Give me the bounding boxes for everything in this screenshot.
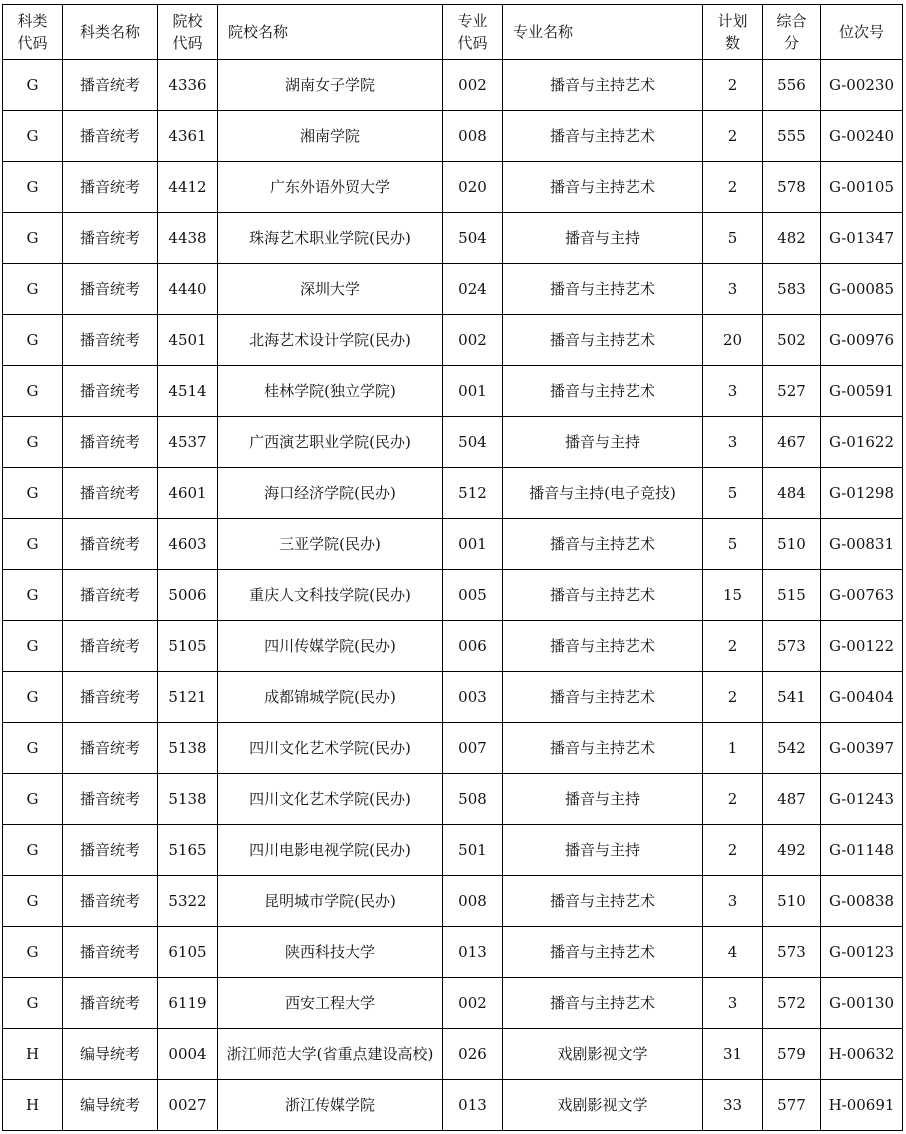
cell-total-score: 579: [763, 1029, 821, 1080]
col-header-total-score: 综合 分: [763, 5, 821, 60]
cell-rank: G-00976: [821, 315, 903, 366]
cell-major-name: 播音与主持艺术: [503, 978, 703, 1029]
cell-plan-count: 2: [703, 60, 763, 111]
table-row: [3, 264, 903, 315]
cell-school-code: 5006: [158, 570, 218, 621]
cell-plan-count: 2: [703, 672, 763, 723]
cell-school-name: 四川电影电视学院(民办): [218, 825, 443, 876]
cell-school-code: 4412: [158, 162, 218, 213]
col-header-plan-count: 计划 数: [703, 5, 763, 60]
cell-category-code: G: [3, 978, 63, 1029]
cell-total-score: 515: [763, 570, 821, 621]
cell-school-name: 四川文化艺术学院(民办): [218, 723, 443, 774]
cell-category-code: G: [3, 468, 63, 519]
cell-school-name: 湖南女子学院: [218, 60, 443, 111]
cell-school-name: 成都锦城学院(民办): [218, 672, 443, 723]
cell-category-code: G: [3, 111, 63, 162]
cell-major-code: 008: [443, 876, 503, 927]
cell-school-code: 4361: [158, 111, 218, 162]
cell-major-code: 001: [443, 366, 503, 417]
cell-category-name: 播音统考: [63, 213, 158, 264]
cell-category-code: G: [3, 927, 63, 978]
cell-major-name: 戏剧影视文学: [503, 1080, 703, 1131]
table-row: [3, 519, 903, 570]
cell-school-code: 4336: [158, 60, 218, 111]
cell-category-name: 播音统考: [63, 417, 158, 468]
cell-school-name: 珠海艺术职业学院(民办): [218, 213, 443, 264]
cell-category-name: 播音统考: [63, 978, 158, 1029]
table-row: [3, 927, 903, 978]
cell-major-code: 003: [443, 672, 503, 723]
cell-school-name: 三亚学院(民办): [218, 519, 443, 570]
cell-total-score: 573: [763, 927, 821, 978]
admission-table: [2, 4, 903, 1131]
cell-rank: G-00397: [821, 723, 903, 774]
cell-plan-count: 3: [703, 366, 763, 417]
cell-major-name: 播音与主持艺术: [503, 264, 703, 315]
cell-category-code: G: [3, 570, 63, 621]
cell-rank: G-01243: [821, 774, 903, 825]
table-row: [3, 672, 903, 723]
header-row: [3, 5, 903, 60]
cell-school-code: 6105: [158, 927, 218, 978]
cell-major-name: 播音与主持: [503, 774, 703, 825]
col-header-category-code: 科类 代码: [3, 5, 63, 60]
cell-total-score: 467: [763, 417, 821, 468]
cell-school-code: 0004: [158, 1029, 218, 1080]
col-header-major-code: 专业 代码: [443, 5, 503, 60]
table-row: [3, 111, 903, 162]
cell-school-name: 广西演艺职业学院(民办): [218, 417, 443, 468]
table-row: [3, 417, 903, 468]
cell-major-name: 播音与主持: [503, 417, 703, 468]
cell-school-code: 5121: [158, 672, 218, 723]
cell-category-name: 播音统考: [63, 60, 158, 111]
cell-school-code: 5165: [158, 825, 218, 876]
cell-plan-count: 3: [703, 417, 763, 468]
cell-major-name: 播音与主持艺术: [503, 162, 703, 213]
cell-rank: G-00404: [821, 672, 903, 723]
cell-major-code: 501: [443, 825, 503, 876]
table-row: [3, 60, 903, 111]
cell-major-name: 播音与主持艺术: [503, 672, 703, 723]
col-header-rank: 位次号: [821, 5, 903, 60]
cell-rank: G-00105: [821, 162, 903, 213]
table-row: [3, 315, 903, 366]
cell-total-score: 541: [763, 672, 821, 723]
cell-category-code: G: [3, 672, 63, 723]
cell-major-name: 播音与主持艺术: [503, 876, 703, 927]
cell-rank: G-00831: [821, 519, 903, 570]
cell-rank: G-00122: [821, 621, 903, 672]
cell-category-name: 播音统考: [63, 723, 158, 774]
cell-major-name: 播音与主持艺术: [503, 927, 703, 978]
cell-rank: G-00838: [821, 876, 903, 927]
cell-category-name: 播音统考: [63, 621, 158, 672]
cell-plan-count: 2: [703, 774, 763, 825]
cell-category-name: 播音统考: [63, 519, 158, 570]
cell-major-code: 512: [443, 468, 503, 519]
cell-category-name: 播音统考: [63, 570, 158, 621]
cell-category-name: 编导统考: [63, 1029, 158, 1080]
cell-rank: G-01148: [821, 825, 903, 876]
cell-plan-count: 3: [703, 876, 763, 927]
cell-rank: G-00240: [821, 111, 903, 162]
cell-category-code: H: [3, 1029, 63, 1080]
cell-rank: G-00130: [821, 978, 903, 1029]
table-row: [3, 774, 903, 825]
cell-school-name: 陕西科技大学: [218, 927, 443, 978]
cell-major-code: 020: [443, 162, 503, 213]
cell-category-code: G: [3, 774, 63, 825]
cell-major-code: 001: [443, 519, 503, 570]
cell-category-code: G: [3, 417, 63, 468]
cell-rank: H-00632: [821, 1029, 903, 1080]
cell-school-name: 深圳大学: [218, 264, 443, 315]
cell-plan-count: 2: [703, 162, 763, 213]
cell-major-code: 024: [443, 264, 503, 315]
cell-school-code: 4514: [158, 366, 218, 417]
cell-rank: G-01298: [821, 468, 903, 519]
cell-school-name: 北海艺术设计学院(民办): [218, 315, 443, 366]
cell-category-code: G: [3, 621, 63, 672]
col-header-school-code: 院校 代码: [158, 5, 218, 60]
table-row: [3, 825, 903, 876]
cell-major-code: 504: [443, 417, 503, 468]
cell-major-name: 播音与主持艺术: [503, 570, 703, 621]
cell-major-name: 播音与主持: [503, 825, 703, 876]
cell-plan-count: 1: [703, 723, 763, 774]
cell-plan-count: 4: [703, 927, 763, 978]
cell-school-code: 5138: [158, 774, 218, 825]
cell-school-code: 0027: [158, 1080, 218, 1131]
table-row: [3, 978, 903, 1029]
cell-category-code: G: [3, 876, 63, 927]
cell-plan-count: 5: [703, 213, 763, 264]
table-row: [3, 723, 903, 774]
cell-category-name: 播音统考: [63, 315, 158, 366]
cell-rank: G-01347: [821, 213, 903, 264]
cell-total-score: 510: [763, 876, 821, 927]
cell-major-code: 504: [443, 213, 503, 264]
cell-total-score: 527: [763, 366, 821, 417]
cell-school-code: 5322: [158, 876, 218, 927]
cell-category-code: G: [3, 723, 63, 774]
cell-category-name: 播音统考: [63, 927, 158, 978]
cell-plan-count: 3: [703, 264, 763, 315]
cell-school-code: 4440: [158, 264, 218, 315]
cell-major-name: 播音与主持艺术: [503, 519, 703, 570]
cell-category-name: 播音统考: [63, 162, 158, 213]
cell-major-name: 播音与主持艺术: [503, 366, 703, 417]
cell-major-name: 播音与主持艺术: [503, 723, 703, 774]
cell-school-code: 4601: [158, 468, 218, 519]
cell-school-name: 浙江师范大学(省重点建设高校): [218, 1029, 443, 1080]
cell-major-code: 508: [443, 774, 503, 825]
cell-total-score: 492: [763, 825, 821, 876]
cell-school-name: 昆明城市学院(民办): [218, 876, 443, 927]
cell-total-score: 578: [763, 162, 821, 213]
cell-category-name: 播音统考: [63, 111, 158, 162]
cell-major-name: 戏剧影视文学: [503, 1029, 703, 1080]
cell-rank: G-00230: [821, 60, 903, 111]
cell-rank: G-00123: [821, 927, 903, 978]
cell-school-code: 4501: [158, 315, 218, 366]
cell-total-score: 484: [763, 468, 821, 519]
cell-total-score: 542: [763, 723, 821, 774]
cell-major-code: 002: [443, 60, 503, 111]
cell-major-code: 002: [443, 978, 503, 1029]
cell-category-code: H: [3, 1080, 63, 1131]
cell-category-name: 播音统考: [63, 264, 158, 315]
cell-school-name: 湘南学院: [218, 111, 443, 162]
cell-category-name: 播音统考: [63, 876, 158, 927]
cell-school-name: 四川文化艺术学院(民办): [218, 774, 443, 825]
cell-major-code: 007: [443, 723, 503, 774]
cell-category-name: 编导统考: [63, 1080, 158, 1131]
cell-plan-count: 20: [703, 315, 763, 366]
cell-plan-count: 15: [703, 570, 763, 621]
table-row: [3, 1080, 903, 1131]
cell-total-score: 573: [763, 621, 821, 672]
cell-rank: G-00085: [821, 264, 903, 315]
cell-plan-count: 3: [703, 978, 763, 1029]
cell-plan-count: 5: [703, 519, 763, 570]
cell-category-code: G: [3, 519, 63, 570]
cell-rank: G-00763: [821, 570, 903, 621]
cell-school-code: 6119: [158, 978, 218, 1029]
cell-school-name: 海口经济学院(民办): [218, 468, 443, 519]
cell-total-score: 556: [763, 60, 821, 111]
col-header-category-name: 科类名称: [63, 5, 158, 60]
cell-category-code: G: [3, 60, 63, 111]
cell-category-code: G: [3, 825, 63, 876]
table-body: [3, 60, 903, 1131]
cell-major-code: 013: [443, 1080, 503, 1131]
table-row: [3, 468, 903, 519]
cell-plan-count: 33: [703, 1080, 763, 1131]
table-row: [3, 366, 903, 417]
cell-school-name: 重庆人文科技学院(民办): [218, 570, 443, 621]
table-row: [3, 570, 903, 621]
cell-total-score: 502: [763, 315, 821, 366]
table-row: [3, 621, 903, 672]
cell-major-code: 008: [443, 111, 503, 162]
cell-major-name: 播音与主持: [503, 213, 703, 264]
cell-school-name: 西安工程大学: [218, 978, 443, 1029]
cell-school-code: 4537: [158, 417, 218, 468]
cell-major-name: 播音与主持艺术: [503, 111, 703, 162]
cell-major-code: 013: [443, 927, 503, 978]
cell-category-code: G: [3, 213, 63, 264]
cell-major-name: 播音与主持(电子竞技): [503, 468, 703, 519]
table-row: [3, 876, 903, 927]
cell-category-name: 播音统考: [63, 672, 158, 723]
cell-school-name: 四川传媒学院(民办): [218, 621, 443, 672]
cell-school-code: 5138: [158, 723, 218, 774]
cell-plan-count: 2: [703, 825, 763, 876]
cell-plan-count: 2: [703, 621, 763, 672]
cell-school-name: 广东外语外贸大学: [218, 162, 443, 213]
cell-major-code: 005: [443, 570, 503, 621]
cell-category-code: G: [3, 315, 63, 366]
cell-major-code: 006: [443, 621, 503, 672]
cell-category-name: 播音统考: [63, 366, 158, 417]
cell-total-score: 583: [763, 264, 821, 315]
table-row: [3, 162, 903, 213]
table-row: [3, 213, 903, 264]
cell-category-code: G: [3, 162, 63, 213]
cell-major-name: 播音与主持艺术: [503, 315, 703, 366]
cell-category-name: 播音统考: [63, 468, 158, 519]
cell-total-score: 577: [763, 1080, 821, 1131]
cell-major-name: 播音与主持艺术: [503, 621, 703, 672]
col-header-school-name: 院校名称: [218, 5, 443, 60]
cell-rank: H-00691: [821, 1080, 903, 1131]
cell-total-score: 572: [763, 978, 821, 1029]
table-row: [3, 1029, 903, 1080]
cell-major-code: 026: [443, 1029, 503, 1080]
cell-total-score: 487: [763, 774, 821, 825]
cell-total-score: 482: [763, 213, 821, 264]
cell-plan-count: 5: [703, 468, 763, 519]
cell-rank: G-01622: [821, 417, 903, 468]
cell-rank: G-00591: [821, 366, 903, 417]
cell-major-code: 002: [443, 315, 503, 366]
cell-category-code: G: [3, 366, 63, 417]
col-header-major-name: 专业名称: [503, 5, 703, 60]
cell-school-code: 4603: [158, 519, 218, 570]
cell-school-name: 浙江传媒学院: [218, 1080, 443, 1131]
cell-category-name: 播音统考: [63, 825, 158, 876]
cell-school-code: 5105: [158, 621, 218, 672]
cell-category-code: G: [3, 264, 63, 315]
cell-category-name: 播音统考: [63, 774, 158, 825]
cell-plan-count: 31: [703, 1029, 763, 1080]
cell-total-score: 510: [763, 519, 821, 570]
cell-total-score: 555: [763, 111, 821, 162]
cell-school-code: 4438: [158, 213, 218, 264]
cell-plan-count: 2: [703, 111, 763, 162]
cell-school-name: 桂林学院(独立学院): [218, 366, 443, 417]
cell-major-name: 播音与主持艺术: [503, 60, 703, 111]
